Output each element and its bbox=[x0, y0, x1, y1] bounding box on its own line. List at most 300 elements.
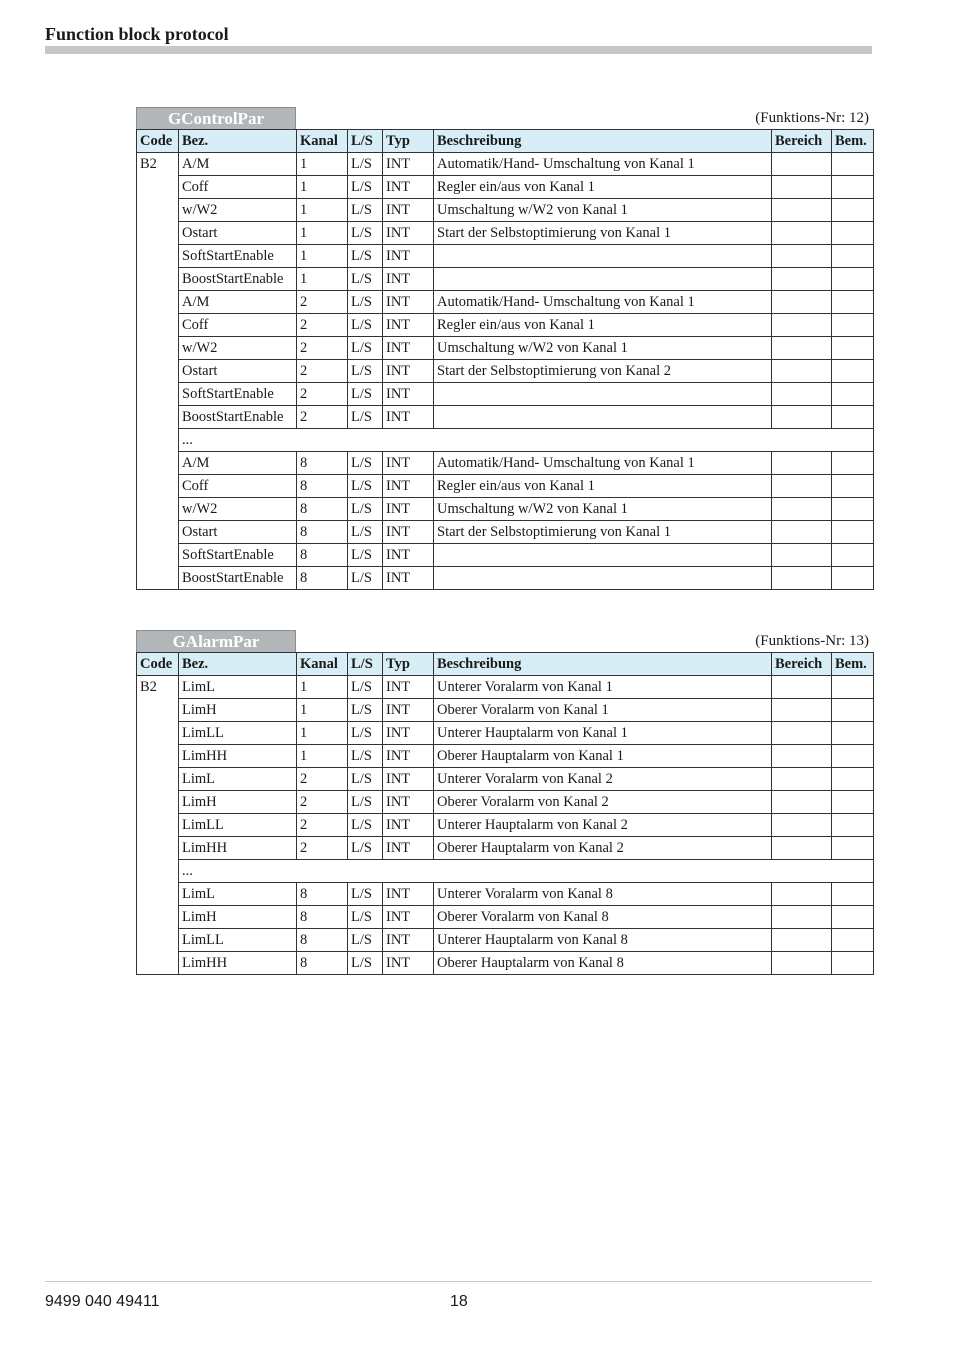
parameter-table bbox=[136, 652, 874, 975]
beschreibung-cell: Regler ein/aus von Kanal 1 bbox=[434, 314, 772, 337]
bez-cell: w/W2 bbox=[179, 199, 297, 222]
beschreibung-cell: Regler ein/aus von Kanal 1 bbox=[434, 176, 772, 199]
column-header: Code bbox=[137, 130, 179, 153]
bez-cell: LimHH bbox=[179, 745, 297, 768]
table-row bbox=[137, 883, 874, 906]
beschreibung-cell: Start der Selbstoptimierung von Kanal 1 bbox=[434, 222, 772, 245]
block-title-row bbox=[136, 107, 873, 129]
table-row bbox=[137, 406, 874, 429]
code-cell bbox=[137, 245, 179, 268]
beschreibung-cell bbox=[434, 383, 772, 406]
column-header: Bem. bbox=[832, 653, 874, 676]
code-cell bbox=[137, 567, 179, 590]
table-row bbox=[137, 745, 874, 768]
bem-cell bbox=[832, 291, 874, 314]
kanal-cell: 1 bbox=[297, 722, 348, 745]
kanal-cell: 8 bbox=[297, 883, 348, 906]
code-cell bbox=[137, 383, 179, 406]
bereich-cell bbox=[772, 906, 832, 929]
kanal-cell: 2 bbox=[297, 837, 348, 860]
beschreibung-cell: Oberer Voralarm von Kanal 1 bbox=[434, 699, 772, 722]
bereich-cell bbox=[772, 314, 832, 337]
kanal-cell: 2 bbox=[297, 406, 348, 429]
typ-cell: INT bbox=[383, 837, 434, 860]
typ-cell: INT bbox=[383, 722, 434, 745]
page-title: Function block protocol bbox=[45, 24, 229, 44]
bez-cell: SoftStartEnable bbox=[179, 544, 297, 567]
table-row bbox=[137, 176, 874, 199]
typ-cell: INT bbox=[383, 475, 434, 498]
table-body bbox=[137, 676, 874, 975]
bem-cell bbox=[832, 544, 874, 567]
beschreibung-cell: Start der Selbstoptimierung von Kanal 2 bbox=[434, 360, 772, 383]
beschreibung-cell: Unterer Hauptalarm von Kanal 8 bbox=[434, 929, 772, 952]
bem-cell bbox=[832, 498, 874, 521]
kanal-cell: 1 bbox=[297, 699, 348, 722]
column-header: L/S bbox=[348, 130, 383, 153]
ls-cell: L/S bbox=[348, 906, 383, 929]
table-row bbox=[137, 291, 874, 314]
kanal-cell: 8 bbox=[297, 452, 348, 475]
column-header: Bez. bbox=[179, 653, 297, 676]
code-cell bbox=[137, 406, 179, 429]
bereich-cell bbox=[772, 722, 832, 745]
beschreibung-cell: Start der Selbstoptimierung von Kanal 1 bbox=[434, 521, 772, 544]
typ-cell: INT bbox=[383, 291, 434, 314]
bereich-cell bbox=[772, 676, 832, 699]
ellipsis-row bbox=[137, 860, 874, 883]
bem-cell bbox=[832, 906, 874, 929]
code-cell bbox=[137, 837, 179, 860]
beschreibung-cell: Unterer Voralarm von Kanal 2 bbox=[434, 768, 772, 791]
ls-cell: L/S bbox=[348, 745, 383, 768]
beschreibung-cell: Umschaltung w/W2 von Kanal 1 bbox=[434, 199, 772, 222]
kanal-cell: 1 bbox=[297, 222, 348, 245]
beschreibung-cell: Oberer Hauptalarm von Kanal 1 bbox=[434, 745, 772, 768]
bereich-cell bbox=[772, 268, 832, 291]
typ-cell: INT bbox=[383, 406, 434, 429]
ls-cell: L/S bbox=[348, 406, 383, 429]
beschreibung-cell: Automatik/Hand- Umschaltung von Kanal 1 bbox=[434, 452, 772, 475]
column-header: Kanal bbox=[297, 130, 348, 153]
bez-cell: w/W2 bbox=[179, 337, 297, 360]
bez-cell: A/M bbox=[179, 153, 297, 176]
beschreibung-cell: Oberer Voralarm von Kanal 2 bbox=[434, 791, 772, 814]
code-cell bbox=[137, 906, 179, 929]
bereich-cell bbox=[772, 222, 832, 245]
typ-cell: INT bbox=[383, 567, 434, 590]
ellipsis-cell: ... bbox=[179, 860, 874, 883]
table-row bbox=[137, 768, 874, 791]
bereich-cell bbox=[772, 745, 832, 768]
ls-cell: L/S bbox=[348, 176, 383, 199]
typ-cell: INT bbox=[383, 929, 434, 952]
code-cell bbox=[137, 360, 179, 383]
bem-cell bbox=[832, 521, 874, 544]
bez-cell: Coff bbox=[179, 475, 297, 498]
bem-cell bbox=[832, 268, 874, 291]
kanal-cell: 2 bbox=[297, 791, 348, 814]
bereich-cell bbox=[772, 452, 832, 475]
kanal-cell: 1 bbox=[297, 268, 348, 291]
beschreibung-cell bbox=[434, 268, 772, 291]
code-cell bbox=[137, 860, 179, 883]
column-header: Bez. bbox=[179, 130, 297, 153]
code-cell bbox=[137, 222, 179, 245]
ls-cell: L/S bbox=[348, 837, 383, 860]
table-row bbox=[137, 544, 874, 567]
bereich-cell bbox=[772, 199, 832, 222]
code-cell: B2 bbox=[137, 676, 179, 699]
table-row bbox=[137, 199, 874, 222]
kanal-cell: 1 bbox=[297, 745, 348, 768]
table-row bbox=[137, 337, 874, 360]
block-galarmpar bbox=[136, 630, 873, 975]
bereich-cell bbox=[772, 153, 832, 176]
ls-cell: L/S bbox=[348, 929, 383, 952]
bereich-cell bbox=[772, 883, 832, 906]
bez-cell: LimL bbox=[179, 676, 297, 699]
bez-cell: w/W2 bbox=[179, 498, 297, 521]
ls-cell: L/S bbox=[348, 452, 383, 475]
bem-cell bbox=[832, 676, 874, 699]
bereich-cell bbox=[772, 498, 832, 521]
bem-cell bbox=[832, 814, 874, 837]
bem-cell bbox=[832, 360, 874, 383]
bereich-cell bbox=[772, 952, 832, 975]
kanal-cell: 2 bbox=[297, 291, 348, 314]
kanal-cell: 1 bbox=[297, 676, 348, 699]
bem-cell bbox=[832, 745, 874, 768]
typ-cell: INT bbox=[383, 544, 434, 567]
typ-cell: INT bbox=[383, 498, 434, 521]
footer-rule bbox=[45, 1281, 872, 1282]
code-cell bbox=[137, 337, 179, 360]
table-row bbox=[137, 521, 874, 544]
table-row bbox=[137, 360, 874, 383]
typ-cell: INT bbox=[383, 952, 434, 975]
bez-cell: LimL bbox=[179, 768, 297, 791]
block-gcontrolpar bbox=[136, 107, 873, 590]
typ-cell: INT bbox=[383, 768, 434, 791]
code-cell bbox=[137, 475, 179, 498]
bez-cell: LimH bbox=[179, 906, 297, 929]
bereich-cell bbox=[772, 360, 832, 383]
bereich-cell bbox=[772, 406, 832, 429]
code-cell bbox=[137, 268, 179, 291]
table-row bbox=[137, 268, 874, 291]
typ-cell: INT bbox=[383, 745, 434, 768]
code-cell bbox=[137, 498, 179, 521]
bem-cell bbox=[832, 699, 874, 722]
code-cell bbox=[137, 521, 179, 544]
ls-cell: L/S bbox=[348, 883, 383, 906]
typ-cell: INT bbox=[383, 699, 434, 722]
bem-cell bbox=[832, 199, 874, 222]
typ-cell: INT bbox=[383, 814, 434, 837]
typ-cell: INT bbox=[383, 383, 434, 406]
bereich-cell bbox=[772, 176, 832, 199]
bereich-cell bbox=[772, 837, 832, 860]
beschreibung-cell: Oberer Voralarm von Kanal 8 bbox=[434, 906, 772, 929]
beschreibung-cell: Unterer Hauptalarm von Kanal 1 bbox=[434, 722, 772, 745]
ls-cell: L/S bbox=[348, 314, 383, 337]
bem-cell bbox=[832, 222, 874, 245]
typ-cell: INT bbox=[383, 791, 434, 814]
kanal-cell: 8 bbox=[297, 567, 348, 590]
typ-cell: INT bbox=[383, 521, 434, 544]
code-cell bbox=[137, 883, 179, 906]
table-row bbox=[137, 475, 874, 498]
table-row bbox=[137, 676, 874, 699]
typ-cell: INT bbox=[383, 676, 434, 699]
column-header: Typ bbox=[383, 653, 434, 676]
typ-cell: INT bbox=[383, 337, 434, 360]
beschreibung-cell: Automatik/Hand- Umschaltung von Kanal 1 bbox=[434, 153, 772, 176]
column-header: Beschreibung bbox=[434, 653, 772, 676]
code-cell bbox=[137, 768, 179, 791]
ls-cell: L/S bbox=[348, 360, 383, 383]
ls-cell: L/S bbox=[348, 567, 383, 590]
kanal-cell: 2 bbox=[297, 814, 348, 837]
beschreibung-cell bbox=[434, 245, 772, 268]
code-cell bbox=[137, 176, 179, 199]
kanal-cell: 2 bbox=[297, 360, 348, 383]
bem-cell bbox=[832, 837, 874, 860]
bez-cell: Coff bbox=[179, 176, 297, 199]
bez-cell: BoostStartEnable bbox=[179, 567, 297, 590]
bem-cell bbox=[832, 337, 874, 360]
code-cell bbox=[137, 544, 179, 567]
bez-cell: LimH bbox=[179, 699, 297, 722]
kanal-cell: 1 bbox=[297, 153, 348, 176]
table-row bbox=[137, 722, 874, 745]
document-number: 9499 040 49411 bbox=[45, 1293, 160, 1310]
beschreibung-cell bbox=[434, 544, 772, 567]
ls-cell: L/S bbox=[348, 337, 383, 360]
table-row bbox=[137, 498, 874, 521]
table-row bbox=[137, 952, 874, 975]
bem-cell bbox=[832, 475, 874, 498]
beschreibung-cell: Automatik/Hand- Umschaltung von Kanal 1 bbox=[434, 291, 772, 314]
beschreibung-cell: Unterer Voralarm von Kanal 8 bbox=[434, 883, 772, 906]
code-cell bbox=[137, 199, 179, 222]
kanal-cell: 1 bbox=[297, 176, 348, 199]
table-row bbox=[137, 567, 874, 590]
typ-cell: INT bbox=[383, 268, 434, 291]
bereich-cell bbox=[772, 791, 832, 814]
ls-cell: L/S bbox=[348, 544, 383, 567]
typ-cell: INT bbox=[383, 199, 434, 222]
table-row bbox=[137, 314, 874, 337]
column-header: Bereich bbox=[772, 653, 832, 676]
kanal-cell: 1 bbox=[297, 199, 348, 222]
table-row bbox=[137, 837, 874, 860]
kanal-cell: 8 bbox=[297, 521, 348, 544]
bez-cell: Ostart bbox=[179, 360, 297, 383]
bez-cell: LimL bbox=[179, 883, 297, 906]
table-row bbox=[137, 791, 874, 814]
code-cell bbox=[137, 429, 179, 452]
kanal-cell: 8 bbox=[297, 475, 348, 498]
typ-cell: INT bbox=[383, 176, 434, 199]
ls-cell: L/S bbox=[348, 199, 383, 222]
table-row bbox=[137, 929, 874, 952]
bem-cell bbox=[832, 929, 874, 952]
bez-cell: LimLL bbox=[179, 929, 297, 952]
bez-cell: Coff bbox=[179, 314, 297, 337]
beschreibung-cell: Oberer Hauptalarm von Kanal 2 bbox=[434, 837, 772, 860]
ls-cell: L/S bbox=[348, 699, 383, 722]
bereich-cell bbox=[772, 383, 832, 406]
page-number: 18 bbox=[450, 1293, 468, 1310]
bem-cell bbox=[832, 567, 874, 590]
ls-cell: L/S bbox=[348, 268, 383, 291]
bez-cell: BoostStartEnable bbox=[179, 406, 297, 429]
typ-cell: INT bbox=[383, 360, 434, 383]
ls-cell: L/S bbox=[348, 153, 383, 176]
bez-cell: LimH bbox=[179, 791, 297, 814]
ls-cell: L/S bbox=[348, 521, 383, 544]
bez-cell: Ostart bbox=[179, 222, 297, 245]
table-row bbox=[137, 153, 874, 176]
function-number: (Funktions-Nr: 13) bbox=[755, 633, 869, 649]
table-header-row bbox=[137, 130, 874, 153]
column-header: Bem. bbox=[832, 130, 874, 153]
column-header: Beschreibung bbox=[434, 130, 772, 153]
bem-cell bbox=[832, 768, 874, 791]
bem-cell bbox=[832, 406, 874, 429]
ls-cell: L/S bbox=[348, 245, 383, 268]
bem-cell bbox=[832, 314, 874, 337]
bem-cell bbox=[832, 153, 874, 176]
table-row bbox=[137, 383, 874, 406]
table-row bbox=[137, 699, 874, 722]
beschreibung-cell: Umschaltung w/W2 von Kanal 1 bbox=[434, 337, 772, 360]
code-cell bbox=[137, 745, 179, 768]
ls-cell: L/S bbox=[348, 791, 383, 814]
bem-cell bbox=[832, 245, 874, 268]
bem-cell bbox=[832, 722, 874, 745]
bereich-cell bbox=[772, 567, 832, 590]
ls-cell: L/S bbox=[348, 475, 383, 498]
kanal-cell: 2 bbox=[297, 337, 348, 360]
beschreibung-cell: Umschaltung w/W2 von Kanal 1 bbox=[434, 498, 772, 521]
beschreibung-cell bbox=[434, 406, 772, 429]
bez-cell: SoftStartEnable bbox=[179, 245, 297, 268]
ls-cell: L/S bbox=[348, 222, 383, 245]
column-header: Typ bbox=[383, 130, 434, 153]
bez-cell: A/M bbox=[179, 452, 297, 475]
typ-cell: INT bbox=[383, 452, 434, 475]
typ-cell: INT bbox=[383, 883, 434, 906]
table-row bbox=[137, 906, 874, 929]
ls-cell: L/S bbox=[348, 498, 383, 521]
code-cell bbox=[137, 291, 179, 314]
kanal-cell: 8 bbox=[297, 952, 348, 975]
bez-cell: BoostStartEnable bbox=[179, 268, 297, 291]
bez-cell: A/M bbox=[179, 291, 297, 314]
kanal-cell: 2 bbox=[297, 768, 348, 791]
ellipsis-row bbox=[137, 429, 874, 452]
bem-cell bbox=[832, 952, 874, 975]
ls-cell: L/S bbox=[348, 383, 383, 406]
beschreibung-cell: Regler ein/aus von Kanal 1 bbox=[434, 475, 772, 498]
kanal-cell: 8 bbox=[297, 906, 348, 929]
bem-cell bbox=[832, 176, 874, 199]
block-name: GControlPar bbox=[136, 107, 296, 129]
ls-cell: L/S bbox=[348, 814, 383, 837]
typ-cell: INT bbox=[383, 314, 434, 337]
beschreibung-cell: Oberer Hauptalarm von Kanal 8 bbox=[434, 952, 772, 975]
bez-cell: Ostart bbox=[179, 521, 297, 544]
bez-cell: LimLL bbox=[179, 814, 297, 837]
header-rule bbox=[45, 46, 872, 54]
beschreibung-cell bbox=[434, 567, 772, 590]
kanal-cell: 8 bbox=[297, 544, 348, 567]
bereich-cell bbox=[772, 521, 832, 544]
parameter-table bbox=[136, 129, 874, 590]
code-cell bbox=[137, 314, 179, 337]
bez-cell: LimLL bbox=[179, 722, 297, 745]
function-number: (Funktions-Nr: 12) bbox=[755, 110, 869, 126]
table-body bbox=[137, 153, 874, 590]
typ-cell: INT bbox=[383, 906, 434, 929]
block-title-row bbox=[136, 630, 873, 652]
bem-cell bbox=[832, 383, 874, 406]
ls-cell: L/S bbox=[348, 291, 383, 314]
kanal-cell: 1 bbox=[297, 245, 348, 268]
bereich-cell bbox=[772, 291, 832, 314]
bez-cell: LimHH bbox=[179, 952, 297, 975]
table-row bbox=[137, 245, 874, 268]
kanal-cell: 8 bbox=[297, 498, 348, 521]
bem-cell bbox=[832, 791, 874, 814]
code-cell bbox=[137, 722, 179, 745]
bem-cell bbox=[832, 452, 874, 475]
bereich-cell bbox=[772, 475, 832, 498]
beschreibung-cell: Unterer Hauptalarm von Kanal 2 bbox=[434, 814, 772, 837]
ls-cell: L/S bbox=[348, 722, 383, 745]
ellipsis-cell: ... bbox=[179, 429, 874, 452]
table-row bbox=[137, 222, 874, 245]
ls-cell: L/S bbox=[348, 952, 383, 975]
bereich-cell bbox=[772, 245, 832, 268]
kanal-cell: 2 bbox=[297, 314, 348, 337]
bez-cell: SoftStartEnable bbox=[179, 383, 297, 406]
code-cell bbox=[137, 952, 179, 975]
ls-cell: L/S bbox=[348, 768, 383, 791]
code-cell bbox=[137, 814, 179, 837]
column-header: Bereich bbox=[772, 130, 832, 153]
code-cell bbox=[137, 791, 179, 814]
block-name: GAlarmPar bbox=[136, 630, 296, 652]
code-cell: B2 bbox=[137, 153, 179, 176]
bez-cell: LimHH bbox=[179, 837, 297, 860]
table-row bbox=[137, 814, 874, 837]
typ-cell: INT bbox=[383, 222, 434, 245]
table-header-row bbox=[137, 653, 874, 676]
column-header: L/S bbox=[348, 653, 383, 676]
column-header: Kanal bbox=[297, 653, 348, 676]
code-cell bbox=[137, 929, 179, 952]
typ-cell: INT bbox=[383, 153, 434, 176]
bem-cell bbox=[832, 883, 874, 906]
kanal-cell: 8 bbox=[297, 929, 348, 952]
kanal-cell: 2 bbox=[297, 383, 348, 406]
beschreibung-cell: Unterer Voralarm von Kanal 1 bbox=[434, 676, 772, 699]
ls-cell: L/S bbox=[348, 676, 383, 699]
